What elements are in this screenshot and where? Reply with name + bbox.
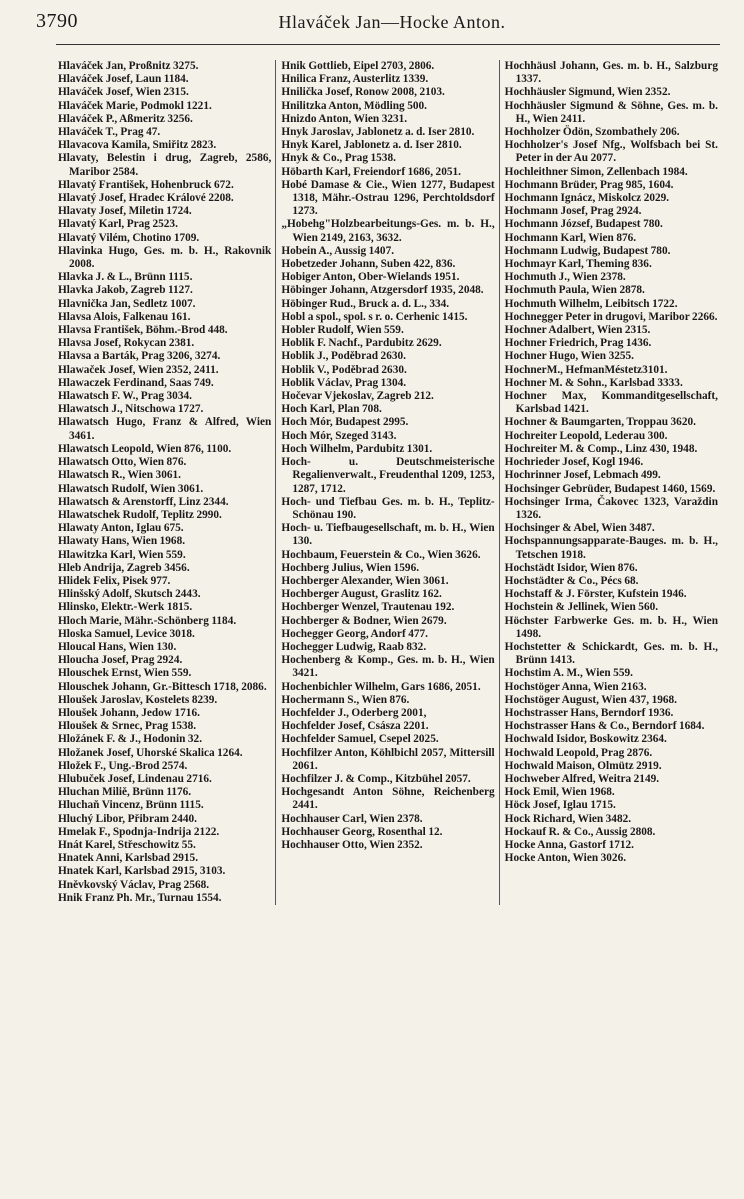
directory-entry: Hochstrasser Hans, Berndorf 1936. (504, 706, 674, 719)
directory-entry: Hloušek & Srnec, Prag 1538. (58, 720, 197, 733)
directory-entry: Hloušek Jaroslav, Kostelets 8239. (58, 693, 218, 706)
directory-entry: Hlavaty Josef, Miletin 1724. (58, 205, 192, 218)
directory-entry: Hochrieder Josef, Kogl 1946. (504, 456, 644, 469)
directory-entry: Hnyk Jaroslav, Jablonetz a. d. Iser 2810. (281, 126, 475, 139)
directory-entry: Hochberger & Bodner, Wien 2679. (281, 614, 447, 627)
directory-entry: Hlawatsch Rudolf, Wien 3061. (58, 482, 204, 495)
directory-entry: Hočevar Vjekoslav, Zagreb 212. (281, 390, 434, 403)
directory-entry: Hochstaff & J. Förster, Kufstein 1946. (504, 588, 687, 601)
directory-entry: Hlavatý Josef, Hradec Králové 2208. (58, 192, 234, 205)
directory-entry: Hnizdo Anton, Wien 3231. (281, 112, 408, 125)
directory-entry: Hobiger Anton, Ober-Wielands 1951. (281, 271, 460, 284)
directory-entry: Hoch- u. Tiefbaugesellschaft, m. b. H., Wien 130. (281, 522, 495, 548)
directory-entry: Hochberger August, Graslitz 162. (281, 588, 442, 601)
directory-entry: Hochfelder J., Oderberg 2001, (281, 706, 427, 719)
directory-entry: Hochmann Josef, Prag 2924. (504, 205, 642, 218)
directory-entry: Hloušek Johann, Jedow 1716. (58, 706, 200, 719)
directory-entry: Hlawitzka Karl, Wien 559. (58, 548, 186, 561)
directory-entry: Hložek F., Ung.-Brod 2574. (58, 759, 188, 772)
directory-entry: Hochgesandt Anton Söhne, Reichenberg 2441. (281, 786, 495, 812)
directory-entry: Hochenberg & Komp., Ges. m. b. H., Wien 3421. (281, 654, 495, 680)
directory-entry: Hochfelder Josef, Császa 2201. (281, 720, 429, 733)
directory-entry: Hochweber Alfred, Weitra 2149. (504, 772, 660, 785)
directory-entry: Hlawatsch & Arenstorff, Linz 2344. (58, 495, 229, 508)
directory-entry: Hoch Mór, Budapest 2995. (281, 416, 409, 429)
directory-entry: Hochfilzer J. & Comp., Kitzbühel 2057. (281, 772, 471, 785)
directory-entry: Höchster Farbwerke Ges. m. b. H., Wien 1498. (504, 614, 718, 640)
directory-entry: Hlaváček Marie, Podmokl 1221. (58, 99, 212, 112)
directory-entry: Hlaváček Josef, Wien 2315. (58, 86, 189, 99)
directory-entry: Hlaváček Josef, Laun 1184. (58, 73, 189, 86)
directory-entry: Hochhauser Otto, Wien 2352. (281, 838, 423, 851)
directory-entry: Hlavsa František, Böhm.-Brod 448. (58, 324, 228, 337)
directory-entry: Höbinger Rud., Bruck a. d. L., 334. (281, 297, 450, 310)
directory-entry: Hlawatsch Hugo, Franz & Alfred, Wien 3461. (58, 416, 272, 442)
directory-entry: Hobé Damase & Cie., Wien 1277, Budapest 1318, Mähr.-Ostrau 1296, Perchtoldsdorf 1273. (281, 178, 495, 218)
directory-entry: Hochreiter Leopold, Lederau 300. (504, 429, 668, 442)
directory-entry: Hluchan Miliě, Brünn 1176. (58, 786, 192, 799)
directory-columns (56, 60, 722, 905)
directory-entry: Hluchaň Vincenz, Brünn 1115. (58, 799, 204, 812)
directory-entry: Hobein A., Aussig 1407. (281, 244, 395, 257)
directory-entry: Hoblik Václav, Prag 1304. (281, 376, 407, 389)
directory-entry: Hnyk Karel, Jablonetz a. d. Iser 2810. (281, 139, 462, 152)
directory-entry: Hlavka Jakob, Zagreb 1127. (58, 284, 193, 297)
directory-entry: Hochwald Isidor, Boskowitz 2364. (504, 733, 667, 746)
directory-entry: Hochmayr Karl, Theming 836. (504, 258, 652, 271)
directory-entry: Hochner Adalbert, Wien 2315. (504, 324, 651, 337)
directory-entry: Hlavatý Vilém, Chotino 1709. (58, 231, 200, 244)
directory-entry: Hochbaum, Feuerstein & Co., Wien 3626. (281, 548, 481, 561)
directory-entry: Hochrinner Josef, Lebmach 499. (504, 469, 661, 482)
directory-entry: Hlavinka Hugo, Ges. m. b. H., Rakovnik 2008. (58, 244, 272, 271)
directory-entry: Hochstein & Jellinek, Wien 560. (504, 601, 659, 614)
directory-entry: Hochholzer's Josef Nfg., Wolfsbach bei St. Peter in der Au 2077. (504, 139, 718, 165)
directory-entry: Hoblik V., Poděbrad 2630. (281, 363, 407, 376)
directory-entry: Hlawaty Hans, Wien 1968. (58, 535, 186, 548)
directory-entry: Hlawaček Josef, Wien 2352, 2411. (58, 363, 219, 376)
directory-entry: Höbarth Karl, Freiendorf 1686, 2051. (281, 165, 461, 178)
directory-entry: Hnát Karel, Střeschowitz 55. (58, 838, 196, 851)
directory-entry: Hlavatý Karl, Prag 2523. (58, 218, 178, 231)
directory-entry: Hloucha Josef, Prag 2924. (58, 654, 183, 667)
directory-entry: Hochwald Maison, Olmütz 2919. (504, 759, 662, 772)
directory-entry: Hnilička Josef, Ronow 2008, 2103. (281, 86, 445, 99)
directory-entry: Hochner & Baumgarten, Troppau 3620. (504, 416, 696, 429)
directory-entry: „Hobehg"Holzbearbeitungs-Ges. m. b. H., Wien 2149, 2163, 3632. (281, 218, 495, 244)
directory-entry: Höbinger Johann, Atzgersdorf 1935, 2048. (281, 284, 484, 297)
directory-entry: Hoch Wilhelm, Pardubitz 1301. (281, 442, 433, 455)
directory-entry: Hlinsko, Elektr.-Werk 1815. (58, 601, 193, 614)
directory-entry: Hmelak F., Spodnja-Indrija 2122. (58, 825, 220, 838)
directory-entry: Hnilica Franz, Austerlitz 1339. (281, 73, 429, 86)
directory-entry: Hochsinger Gebrüder, Budapest 1460, 1569. (504, 482, 716, 495)
directory-entry: Hlavsa a Barták, Prag 3206, 3274. (58, 350, 221, 363)
directory-entry: Hlavsa Alois, Falkenau 161. (58, 310, 191, 323)
directory-entry: Hochner Friedrich, Prag 1436. (504, 337, 652, 350)
directory-entry: Hochstetter & Schickardt, Ges. m. b. H., Brünn 1413. (504, 640, 718, 667)
directory-entry: Hlouschek Ernst, Wien 559. (58, 667, 192, 680)
directory-entry: Hochegger Georg, Andorf 477. (281, 627, 428, 640)
directory-entry: Hocke Anna, Gastorf 1712. (504, 838, 634, 851)
directory-entry: Hnyk & Co., Prag 1538. (281, 152, 396, 165)
directory-entry: Hochmann Ludwig, Budapest 780. (504, 244, 671, 257)
directory-entry: Hochegger Ludwig, Raab 832. (281, 640, 427, 653)
directory-entry: Hocke Anton, Wien 3026. (504, 852, 627, 865)
directory-entry: Hochner M. & Sohn., Karlsbad 3333. (504, 376, 683, 389)
column-3 (499, 60, 722, 905)
directory-entry: Hložánek F. & J., Hodonin 32. (58, 733, 203, 746)
directory-entry: Hobler Rudolf, Wien 559. (281, 324, 404, 337)
directory-entry: Hnatek Karl, Karlsbad 2915, 3103. (58, 865, 226, 878)
directory-entry: Hložanek Josef, Uhorské Skalica 1264. (58, 746, 243, 759)
directory-entry: Hochmuth Paula, Wien 2878. (504, 284, 645, 297)
directory-entry: Hochmuth J., Wien 2378. (504, 271, 626, 284)
directory-entry: Hoch Mór, Szeged 3143. (281, 429, 397, 442)
directory-entry: Hloucal Hans, Wien 130. (58, 640, 177, 653)
directory-entry: Hněvkovský Václav, Prag 2568. (58, 878, 210, 891)
directory-entry: Hlouschek Johann, Gr.-Bittesch 1718, 2086. (58, 680, 267, 693)
directory-entry: Hochstädter & Co., Pécs 68. (504, 574, 639, 587)
directory-entry: Hochmann Ignácz, Miskolcz 2029. (504, 192, 670, 205)
directory-entry: Hoblik F. Nachf., Pardubitz 2629. (281, 337, 442, 350)
header-rule (56, 44, 720, 45)
directory-entry: Hochberg Julius, Wien 1596. (281, 561, 420, 574)
directory-entry: Hlidek Felix, Pisek 977. (58, 574, 171, 587)
directory-entry: Hochhauser Carl, Wien 2378. (281, 812, 423, 825)
directory-entry: Hochmann Brüder, Prag 985, 1604. (504, 178, 674, 191)
directory-entry: Hobetzeder Johann, Suben 422, 836. (281, 258, 456, 271)
directory-entry: Hochmann Karl, Wien 876. (504, 231, 637, 244)
directory-entry: Hochstim A. M., Wien 559. (504, 667, 633, 680)
directory-entry: Hlubuček Josef, Lindenau 2716. (58, 772, 212, 785)
directory-entry: Hochmuth Wilhelm, Leibitsch 1722. (504, 297, 678, 310)
directory-entry: Hochner Max, Kommanditgesellschaft, Karlsbad 1421. (504, 390, 718, 416)
directory-entry: Hlawatsch J., Nitschowa 1727. (58, 403, 204, 416)
directory-entry: Hobl a spol., spol. s r. o. Cerhenic 1415. (281, 310, 468, 323)
directory-entry: Hochstädt Isidor, Wien 876. (504, 561, 638, 574)
directory-entry: HochnerM., HefmanMéstetz3101. (504, 363, 668, 376)
directory-entry: Hochnegger Peter in drugovi, Maribor 2266. (504, 310, 718, 323)
directory-entry: Hlawaczek Ferdinand, Saas 749. (58, 376, 214, 389)
directory-entry: Hochsinger & Abel, Wien 3487. (504, 522, 655, 535)
directory-entry: Hochmann József, Budapest 780. (504, 218, 663, 231)
column-1 (56, 60, 275, 905)
directory-entry: Hlavaty, Belestin i drug, Zagreb, 2586, Maribor 2584. (58, 152, 272, 178)
directory-entry: Hochwald Leopold, Prag 2876. (504, 746, 653, 759)
directory-entry: Hockauf R. & Co., Aussig 2808. (504, 825, 656, 838)
directory-entry: Hlawaty Anton, Iglau 675. (58, 522, 184, 535)
directory-entry: Hnilitzka Anton, Mödling 500. (281, 99, 428, 112)
directory-entry: Hlaváček Jan, Proßnitz 3275. (58, 60, 199, 72)
directory-entry: Hochspannungsapparate-Bauges. m. b. H., Tetschen 1918. (504, 535, 718, 561)
directory-entry: Hnik Gottlieb, Eipel 2703, 2806. (281, 60, 435, 72)
directory-entry: Hlavsa Josef, Rokycan 2381. (58, 337, 195, 350)
directory-entry: Hnatek Anni, Karlsbad 2915. (58, 852, 199, 865)
directory-entry: Hlavnička Jan, Sedletz 1007. (58, 297, 196, 310)
directory-entry: Hlaváček T., Prag 47. (58, 126, 161, 139)
directory-entry: Hoch Karl, Plan 708. (281, 403, 382, 416)
directory-entry: Hlawatsch Otto, Wien 876. (58, 456, 187, 469)
directory-entry: Hochfilzer Anton, Köhlbichl 2057, Mittersill 2061. (281, 746, 495, 772)
directory-entry: Hlavka J. & L., Brünn 1115. (58, 271, 193, 284)
directory-entry: Hoblik J., Poděbrad 2630. (281, 350, 406, 363)
directory-entry: Hochholzer Ödön, Szombathely 206. (504, 126, 680, 139)
directory-entry: Hock Emil, Wien 1968. (504, 786, 615, 799)
page-title: Hlaváček Jan—Hocke Anton. (278, 12, 506, 32)
directory-entry: Hochenbichler Wilhelm, Gars 1686, 2051. (281, 680, 481, 693)
directory-entry: Hochreiter M. & Comp., Linz 430, 1948. (504, 442, 698, 455)
directory-entry: Hochstrasser Hans & Co., Berndorf 1684. (504, 720, 705, 733)
directory-entry: Hloska Samuel, Levice 3018. (58, 627, 195, 640)
directory-entry: Hochstöger August, Wien 437, 1968. (504, 693, 678, 706)
directory-entry: Hlinšský Adolf, Skutsch 2443. (58, 588, 201, 601)
directory-entry: Hock Richard, Wien 3482. (504, 812, 632, 825)
directory-entry: Hochleithner Simon, Zellenbach 1984. (504, 165, 688, 178)
directory-entry: Hlawatsch Leopold, Wien 876, 1100. (58, 442, 232, 455)
page-number: 3790 (36, 10, 78, 32)
directory-entry: Hochhauser Georg, Rosenthal 12. (281, 825, 443, 838)
column-2 (275, 60, 498, 905)
directory-entry: Hlawatsch F. W., Prag 3034. (58, 390, 192, 403)
directory-entry: Hochner Hugo, Wien 3255. (504, 350, 635, 363)
directory-entry: Hluchý Libor, Přibram 2440. (58, 812, 197, 825)
directory-entry: Hochsinger Irma, Čakovec 1323, Varaždin 1326. (504, 495, 718, 521)
directory-entry: Hochberger Alexander, Wien 3061. (281, 574, 449, 587)
directory-entry: Hochermann S., Wien 876. (281, 693, 410, 706)
directory-entry: Hlavatý František, Hohenbruck 672. (58, 178, 234, 191)
directory-entry: Hnik Franz Ph. Mr., Turnau 1554. (58, 891, 222, 904)
directory-entry: Hochberger Wenzel, Trautenau 192. (281, 601, 455, 614)
directory-entry: Hoch- und Tiefbau Ges. m. b. H., Teplitz-Schönau 190. (281, 495, 495, 521)
directory-entry: Hochhäusler Sigmund & Söhne, Ges. m. b. H., Wien 2411. (504, 99, 718, 125)
directory-entry: Hlawatschek Rudolf, Teplitz 2990. (58, 508, 222, 521)
directory-entry: Hloch Marie, Mähr.-Schönberg 1184. (58, 614, 237, 627)
directory-entry: Höck Josef, Iglau 1715. (504, 799, 616, 812)
directory-entry: Hlaváček P., Aßmeritz 3256. (58, 112, 193, 125)
directory-entry: Hlawatsch R., Wien 3061. (58, 469, 181, 482)
directory-entry: Hleb Andrija, Zagreb 3456. (58, 561, 190, 574)
directory-entry: Hlavacova Kamila, Smiřitz 2823. (58, 139, 217, 152)
directory-entry: Hochhäusler Sigmund, Wien 2352. (504, 86, 671, 99)
directory-entry: Hochfelder Samuel, Csepel 2025. (281, 733, 439, 746)
directory-entry: Hochstöger Anna, Wien 2163. (504, 680, 647, 693)
directory-entry: Hochhäusl Johann, Ges. m. b. H., Salzburg 1337. (504, 60, 718, 86)
directory-entry: Hoch- u. Deutschmeisterische Regalienverwalt., Freudenthal 1209, 1253, 1287, 1712. (281, 456, 495, 495)
